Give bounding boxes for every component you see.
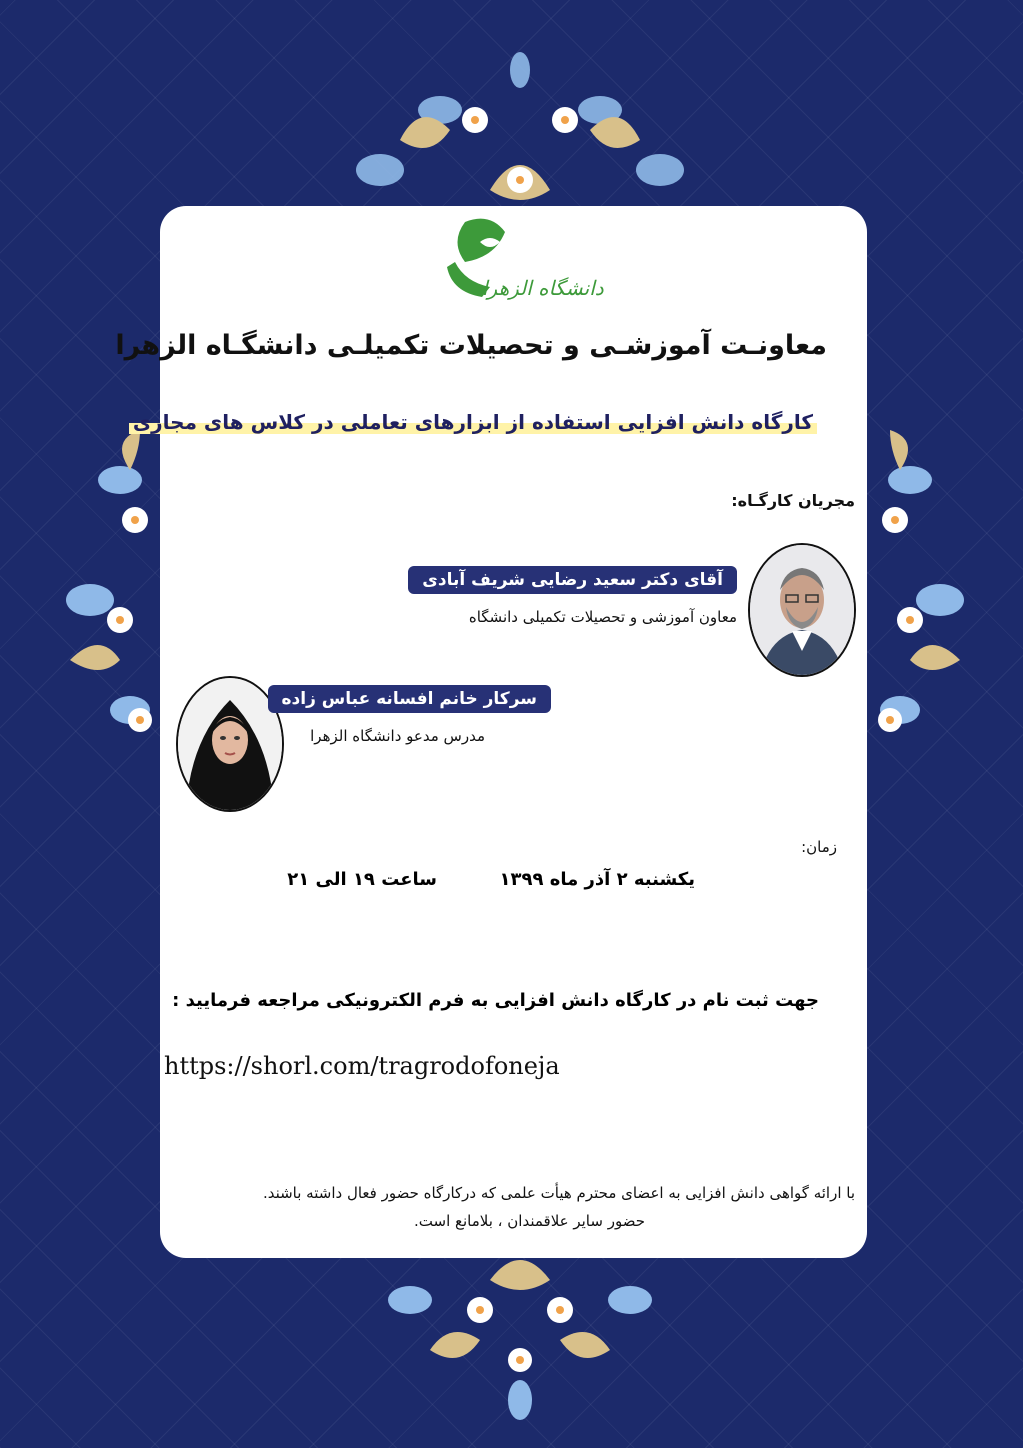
presenters-label: مجریان کارگـاه:	[731, 491, 855, 510]
right-floral-ornament	[850, 420, 990, 820]
page-title: معاونـت آموزشـی و تحصیلات تکمیلـی دانشگـاه الزهرا	[115, 330, 827, 361]
attendance-note: حضور سایر علاقمندان ، بلامانع است.	[414, 1212, 645, 1230]
time-label: زمان:	[801, 838, 837, 856]
presenter-1-role: معاون آموزشی و تحصیلات تکمیلی دانشگاه	[468, 608, 737, 626]
presenter-2-name: سرکار خانم افسانه عباس زاده	[268, 685, 551, 713]
workshop-subtitle: کارگاه دانش افزایی استفاده از ابزارهای تعاملی در کلاس های مجازی	[129, 410, 817, 434]
left-floral-ornament	[40, 420, 180, 820]
registration-text: جهت ثبت نام در کارگاه دانش افزایی به فرم الکترونیکی مراجعه فرمایید :	[172, 990, 819, 1011]
workshop-date: یکشنبه ۲ آذر ماه ۱۳۹۹	[499, 869, 695, 890]
presenter-1-photo	[748, 543, 856, 677]
logo-text: دانشگاه الزهرا	[482, 276, 604, 300]
certificate-note: با ارائه گواهی دانش افزایی به اعضای محترم هیأت علمی که درکارگاه حضور فعال داشته باشند.	[262, 1184, 855, 1202]
bottom-floral-ornament	[370, 1240, 670, 1440]
presenter-2-role: مدرس مدعو دانشگاه الزهرا	[310, 727, 485, 745]
presenter-1-name: آقای دکتر سعید رضایی شریف آبادی	[408, 566, 737, 594]
registration-link[interactable]: https://shorl.com/tragrodofoneja	[164, 1052, 560, 1080]
workshop-hour: ساعت ۱۹ الی ۲۱	[287, 869, 437, 890]
